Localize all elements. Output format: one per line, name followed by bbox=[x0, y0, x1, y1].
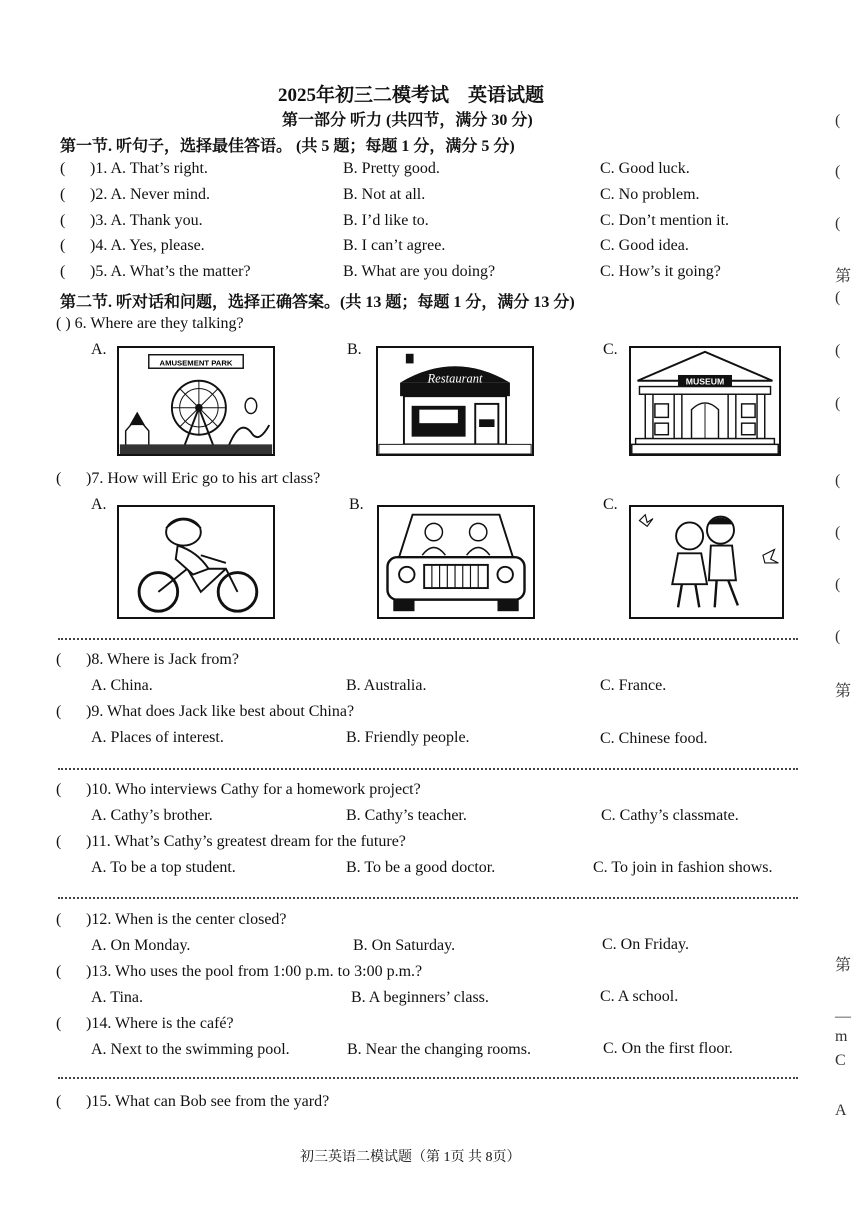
question-12: )12. When is the center closed? bbox=[86, 911, 287, 928]
question-6: ( ) 6. Where are they talking? bbox=[56, 315, 244, 332]
option-a: A. Cathy’s brother. bbox=[91, 807, 213, 824]
option-c-label: C. bbox=[603, 341, 618, 358]
option-b: B. Near the changing rooms. bbox=[347, 1041, 531, 1058]
option-b-label: B. bbox=[347, 341, 362, 358]
option-a: A. Tina. bbox=[91, 989, 144, 1006]
answer-blank[interactable]: ( bbox=[56, 963, 62, 980]
answer-blank[interactable]: ( bbox=[56, 703, 62, 720]
question-14: )14. Where is the café? bbox=[86, 1015, 234, 1032]
edge-mark: ( bbox=[835, 215, 841, 232]
option-b: B. I’d like to. bbox=[343, 212, 429, 229]
walking-picture[interactable] bbox=[629, 505, 784, 619]
option-a: A. Places of interest. bbox=[91, 729, 224, 746]
option-a-label: A. bbox=[91, 496, 107, 513]
question-2: )2. A. Never mind. bbox=[90, 186, 210, 203]
option-c: C. How’s it going? bbox=[600, 263, 721, 280]
option-b-label: B. bbox=[349, 496, 364, 513]
option-b: B. Cathy’s teacher. bbox=[346, 807, 467, 824]
walking-children-icon bbox=[631, 507, 782, 617]
museum-icon bbox=[631, 348, 779, 454]
option-c-label: C. bbox=[603, 496, 618, 513]
amusement-park-sign: AMUSEMENT PARK bbox=[159, 358, 233, 368]
restaurant-icon bbox=[378, 348, 532, 454]
edge-mark: ( bbox=[835, 342, 841, 359]
bicycle-icon bbox=[119, 507, 273, 617]
answer-blank[interactable]: ( bbox=[60, 212, 66, 229]
edge-mark: — bbox=[835, 1008, 851, 1025]
edge-mark: ( bbox=[835, 524, 841, 541]
question-4: )4. A. Yes, please. bbox=[90, 237, 205, 254]
option-c: C. Cathy’s classmate. bbox=[601, 807, 739, 824]
answer-blank[interactable]: ( bbox=[60, 160, 66, 177]
option-a: A. Next to the swimming pool. bbox=[91, 1041, 290, 1058]
page-footer: 初三英语二模试题（第 1页 共 8页） bbox=[300, 1150, 521, 1165]
museum-sign: MUSEUM bbox=[685, 376, 725, 387]
question-3: )3. A. Thank you. bbox=[90, 212, 203, 229]
edge-mark: C bbox=[835, 1052, 846, 1069]
option-b: B. Pretty good. bbox=[343, 160, 440, 177]
option-b: B. I can’t agree. bbox=[343, 237, 446, 254]
option-c: C. Don’t mention it. bbox=[600, 212, 730, 229]
question-13: )13. Who uses the pool from 1:00 p.m. to 3:00 p.m.? bbox=[86, 963, 423, 980]
part-heading: 第一部分 听力 (共四节，满分 30 分) bbox=[282, 112, 533, 129]
option-c: C. On Friday. bbox=[602, 936, 689, 953]
answer-blank[interactable]: ( bbox=[56, 1093, 62, 1110]
option-a: A. On Monday. bbox=[91, 937, 191, 954]
section-1-heading: 第一节. 听句子，选择最佳答语。 (共 5 题；每题 1 分，满分 5 分) bbox=[60, 138, 515, 155]
restaurant-picture[interactable] bbox=[376, 346, 534, 456]
option-c: C. A school. bbox=[600, 988, 679, 1005]
answer-blank[interactable]: ( bbox=[60, 186, 66, 203]
option-b: B. To be a good doctor. bbox=[346, 859, 496, 876]
option-b: B. Australia. bbox=[346, 677, 427, 694]
option-c: C. Chinese food. bbox=[600, 730, 708, 747]
answer-blank[interactable]: ( bbox=[60, 237, 66, 254]
edge-mark: ( bbox=[835, 576, 841, 593]
edge-mark: 第 bbox=[835, 957, 852, 974]
divider bbox=[58, 897, 798, 899]
museum-picture[interactable] bbox=[629, 346, 781, 456]
answer-blank[interactable]: ( bbox=[60, 263, 66, 280]
answer-blank[interactable]: ( bbox=[56, 1015, 62, 1032]
bicycle-picture[interactable] bbox=[117, 505, 275, 619]
option-a-label: A. bbox=[91, 341, 107, 358]
question-9: )9. What does Jack like best about China? bbox=[86, 703, 355, 720]
page-title: 2025年初三二模考试 英语试题 bbox=[278, 85, 545, 106]
edge-mark: ( bbox=[835, 163, 841, 180]
option-c: C. No problem. bbox=[600, 186, 700, 203]
question-8: )8. Where is Jack from? bbox=[86, 651, 239, 668]
question-7: )7. How will Eric go to his art class? bbox=[86, 470, 321, 487]
edge-mark: m bbox=[835, 1028, 848, 1045]
edge-mark: ( bbox=[835, 289, 841, 306]
option-b: B. On Saturday. bbox=[353, 937, 456, 954]
edge-mark: A bbox=[835, 1102, 847, 1119]
option-a: A. China. bbox=[91, 677, 153, 694]
question-1: )1. A. That’s right. bbox=[90, 160, 208, 177]
option-c: C. To join in fashion shows. bbox=[593, 859, 773, 876]
car-picture[interactable] bbox=[377, 505, 535, 619]
answer-blank[interactable]: ( bbox=[56, 833, 62, 850]
option-c: C. Good idea. bbox=[600, 237, 689, 254]
edge-mark: ( bbox=[835, 395, 841, 412]
option-b: B. A beginners’ class. bbox=[351, 989, 489, 1006]
option-b: B. What are you doing? bbox=[343, 263, 496, 280]
edge-mark: 第 bbox=[835, 268, 852, 285]
option-b: B. Friendly people. bbox=[346, 729, 470, 746]
ferris-wheel-icon bbox=[119, 348, 273, 454]
option-c: C. France. bbox=[600, 677, 667, 694]
option-a: A. To be a top student. bbox=[91, 859, 236, 876]
edge-mark: ( bbox=[835, 112, 841, 129]
option-c: C. On the first floor. bbox=[603, 1040, 733, 1057]
divider bbox=[58, 1077, 798, 1079]
option-c: C. Good luck. bbox=[600, 160, 690, 177]
answer-blank[interactable]: ( bbox=[56, 781, 62, 798]
question-10: )10. Who interviews Cathy for a homework project? bbox=[86, 781, 421, 798]
question-11: )11. What’s Cathy’s greatest dream for the future? bbox=[86, 833, 406, 850]
edge-mark: 第 bbox=[835, 683, 852, 700]
answer-blank[interactable]: ( bbox=[56, 651, 62, 668]
divider bbox=[58, 768, 798, 770]
question-5: )5. A. What’s the matter? bbox=[90, 263, 251, 280]
restaurant-sign: Restaurant bbox=[427, 371, 483, 386]
section-2-heading: 第二节. 听对话和问题，选择正确答案。(共 13 题；每题 1 分，满分 13 分) bbox=[60, 294, 575, 311]
answer-blank[interactable]: ( bbox=[56, 470, 62, 487]
answer-blank[interactable]: ( bbox=[56, 911, 62, 928]
divider bbox=[58, 638, 798, 640]
edge-mark: ( bbox=[835, 628, 841, 645]
car-icon bbox=[379, 507, 533, 617]
edge-mark: ( bbox=[835, 472, 841, 489]
amusement-park-picture[interactable] bbox=[117, 346, 275, 456]
question-15: )15. What can Bob see from the yard? bbox=[86, 1093, 330, 1110]
option-b: B. Not at all. bbox=[343, 186, 426, 203]
